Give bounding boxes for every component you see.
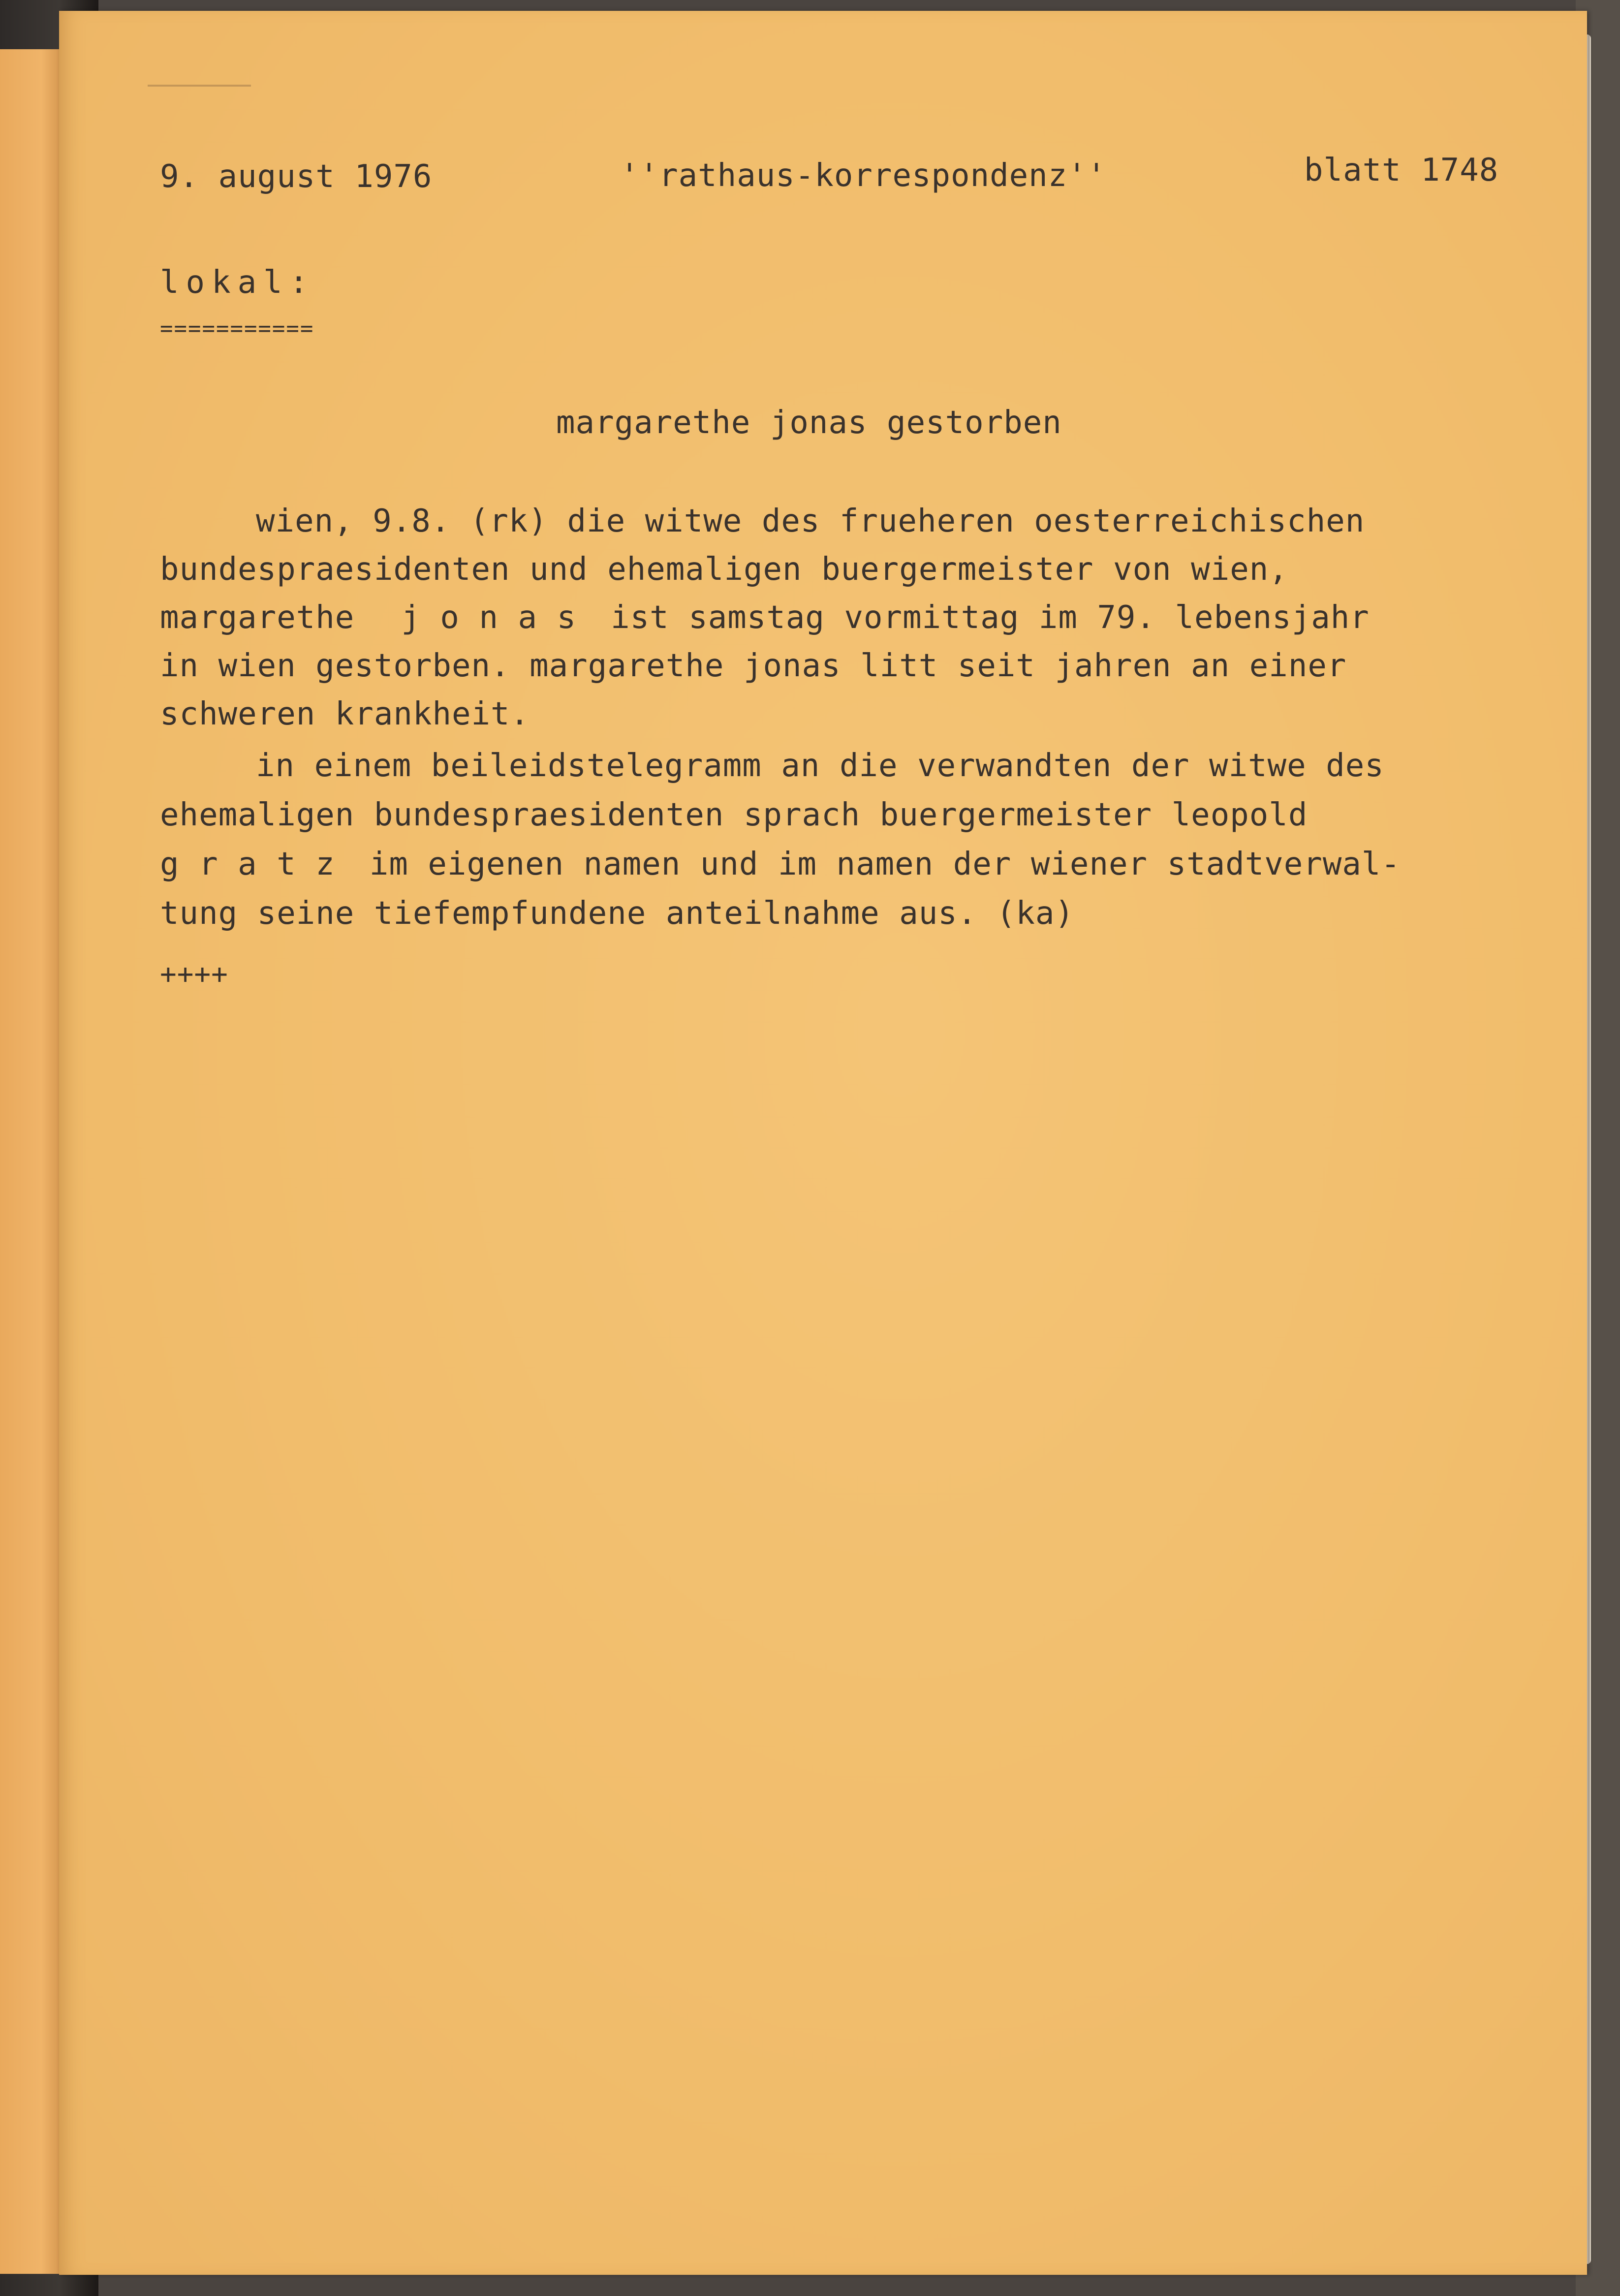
article-line: in wien gestorben. margarethe jonas litt seit jahren an einer (160, 648, 1347, 684)
article-line-continued: im eigenen namen und im namen der wiener stadtverwal- (369, 846, 1401, 882)
article-line: schweren krankheit. (160, 696, 530, 732)
end-mark: ++++ (160, 958, 228, 990)
article-line: in einem beileidstelegramm an die verwandten der witwe des (256, 748, 1384, 784)
pencil-mark (148, 85, 251, 87)
section-label: lokal: (160, 264, 315, 301)
article-line (160, 599, 1370, 636)
article-line: ehemaligen bundespraesidenten sprach buergermeister leopold (160, 797, 1308, 833)
name-first: margarethe (160, 599, 355, 636)
article-headline: margarethe jonas gestorben (556, 405, 1062, 441)
article-line: tung seine tiefempfundene anteilnahme aus. (ka) (160, 895, 1074, 932)
header-sheet-number: blatt 1748 (1304, 152, 1499, 189)
document-page (59, 11, 1587, 2275)
article-line: bundespraesidenten und ehemaligen buergermeister von wien, (160, 551, 1288, 588)
header-publication: ''rathaus-korrespondenz'' (620, 157, 1107, 194)
previous-page-edge (0, 49, 62, 2274)
article-line-continued: ist samstag vormittag im 79. lebensjahr (611, 599, 1370, 636)
name-spaced-surname: j o n a s (401, 599, 577, 636)
section-underline: =========== (160, 316, 314, 341)
article-line (160, 846, 1401, 882)
header-date: 9. august 1976 (160, 158, 433, 195)
article-line: wien, 9.8. (rk) die witwe des frueheren oesterreichischen (256, 503, 1365, 539)
name-spaced-surname: g r a t z (160, 846, 335, 882)
